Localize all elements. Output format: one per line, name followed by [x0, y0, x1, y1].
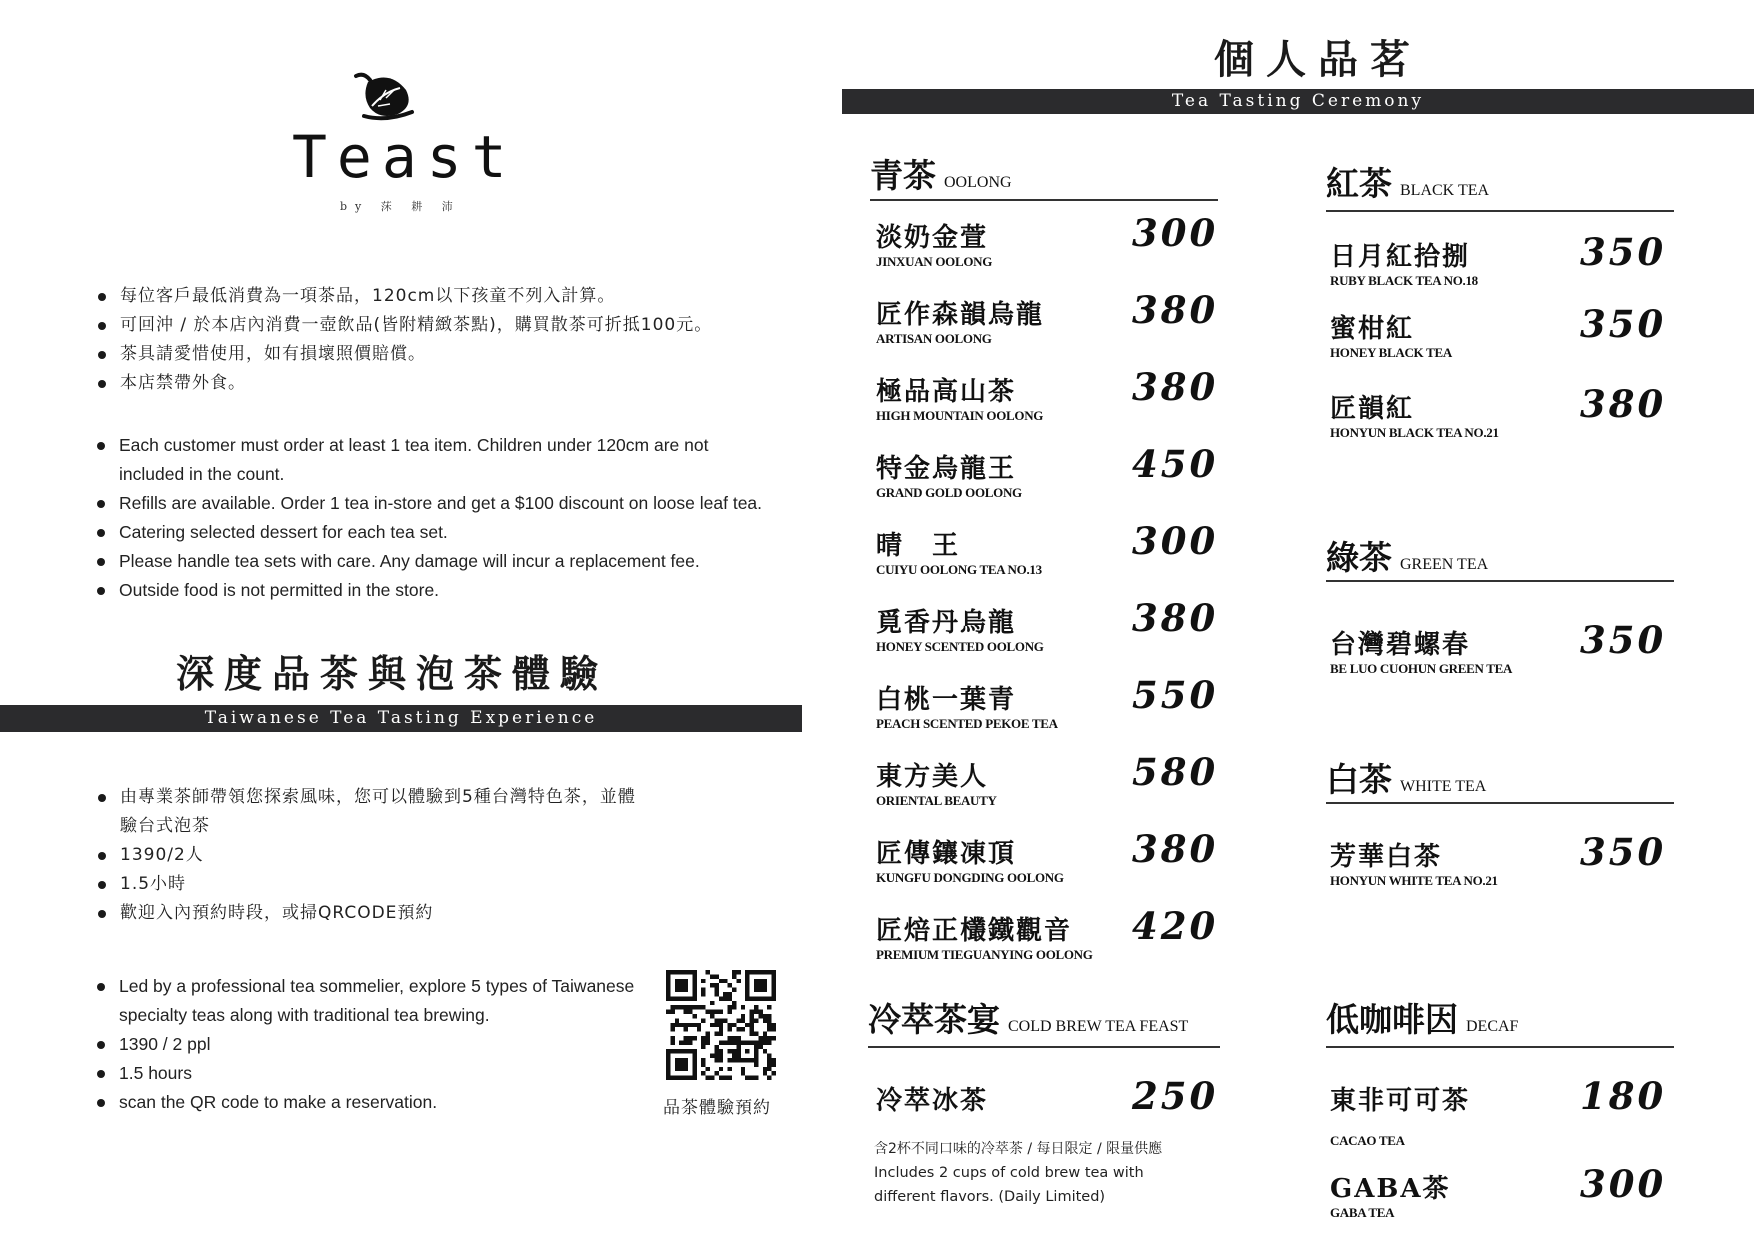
item-price: 380 [1132, 827, 1219, 871]
list-item: 1.5 hours [95, 1059, 655, 1088]
item-name: 東方美人 [876, 762, 989, 792]
item-name: 匠作森韻烏龍 [876, 300, 1045, 330]
list-item: Refills are available. Order 1 tea in-store and get a $100 discount on loose leaf tea. [95, 489, 815, 518]
brand-subtitle: by 莯 耕 沛 [340, 200, 461, 213]
category-zh: 低咖啡因 [1326, 1000, 1458, 1039]
experience-zh-list [96, 783, 656, 928]
item-subtitle: PREMIUM TIEGUANYING OOLONG [876, 947, 1093, 962]
item-name: 匠韻紅 [1330, 394, 1415, 424]
list-item: Please handle tea sets with care. Any damage will incur a replacement fee. [95, 547, 815, 576]
list-item: 1390/2人 [96, 841, 656, 870]
category-en: OOLONG [944, 174, 1012, 191]
menu-item [1330, 302, 1667, 361]
item-subtitle: KUNGFU DONGDING OOLONG [876, 870, 1064, 885]
item-name: 匠焙正欉鐵觀音 [876, 916, 1073, 946]
list-item: scan the QR code to make a reservation. [95, 1088, 655, 1117]
list-item: 歡迎入內預約時段，或掃QRCODE預約 [96, 899, 656, 928]
item-name: 覓香丹烏龍 [876, 608, 1017, 638]
brand-logo [270, 70, 517, 220]
item-name: 白桃一葉青 [876, 685, 1017, 715]
item-name: 芳華白茶 [1330, 842, 1443, 872]
list-item: Each customer must order at least 1 tea item. Children under 120cm are not included in the count. [95, 431, 759, 489]
item-name: 冷萃冰茶 [876, 1086, 989, 1116]
item-price: 180 [1580, 1074, 1667, 1118]
menu-item [876, 288, 1219, 347]
category-zh: 綠茶 [1326, 538, 1392, 577]
item-name: 台灣碧螺春 [1330, 630, 1471, 660]
list-item: 由專業茶師帶領您探索風味，您可以體驗到5種台灣特色茶，並體驗台式泡茶 [96, 783, 640, 841]
brand-name: Teast [292, 123, 517, 191]
menu-item [1330, 1162, 1667, 1221]
menu-item [876, 442, 1219, 501]
list-item: 每位客戶最低消費為一項茶品，120cm以下孩童不列入計算。 [96, 282, 796, 311]
menu-item [876, 365, 1219, 424]
item-name: 特金烏龍王 [876, 454, 1017, 484]
item-price: 300 [1580, 1162, 1667, 1206]
category-en: WHITE TEA [1400, 778, 1487, 795]
menu-item [876, 750, 1219, 809]
item-subtitle: HONYUN WHITE TEA NO.21 [1330, 873, 1498, 888]
menu-item [876, 673, 1219, 732]
item-price: 380 [1132, 288, 1219, 332]
item-subtitle: GRAND GOLD OOLONG [876, 485, 1022, 500]
menu-item [876, 904, 1219, 963]
item-name: 晴 王 [876, 531, 961, 561]
list-item: Led by a professional tea sommelier, explore 5 types of Taiwanese specialty teas along with traditional tea brewing. [95, 972, 639, 1030]
category-en: COLD BREW TEA FEAST [1008, 1018, 1189, 1035]
list-item: 1.5小時 [96, 870, 656, 899]
list-item: 可回沖 / 於本店內消費一壺飲品(皆附精緻茶點)，購買散茶可折抵100元。 [96, 311, 796, 340]
item-name: 極品高山茶 [876, 377, 1017, 407]
item-price: 250 [1132, 1074, 1219, 1118]
item-subtitle: HONYUN BLACK TEA NO.21 [1330, 425, 1499, 440]
cold-brew-note [874, 1137, 1234, 1209]
list-item: 本店禁帶外食。 [96, 369, 796, 398]
item-subtitle: ORIENTAL BEAUTY [876, 793, 997, 808]
category-zh: 紅茶 [1326, 164, 1392, 203]
item-subtitle: HONEY SCENTED OOLONG [876, 639, 1044, 654]
item-price: 450 [1132, 442, 1219, 486]
teapot-leaf-icon [350, 70, 420, 125]
item-name: 蜜柑紅 [1330, 314, 1415, 344]
item-name: 淡奶金萱 [876, 223, 989, 253]
item-subtitle: HIGH MOUNTAIN OOLONG [876, 408, 1044, 423]
menu-item [1330, 830, 1667, 889]
item-price: 300 [1132, 211, 1219, 255]
menu-item [876, 827, 1219, 886]
menu-item [876, 1074, 1219, 1118]
item-price: 350 [1580, 830, 1667, 874]
category-oolong [870, 150, 1218, 201]
list-item: 茶具請愛惜使用，如有損壞照價賠償。 [96, 340, 796, 369]
list-item: Outside food is not permitted in the store. [95, 576, 815, 605]
item-subtitle: CUIYU OOLONG TEA NO.13 [876, 562, 1042, 577]
category-black-tea [1326, 158, 1674, 212]
category-zh: 冷萃茶宴 [868, 1000, 1000, 1039]
item-price: 380 [1132, 365, 1219, 409]
experience-band: Taiwanese Tea Tasting Experience [0, 705, 802, 732]
item-name: 日月紅拾捌 [1330, 242, 1471, 272]
item-subtitle: HONEY BLACK TEA [1330, 345, 1452, 360]
category-cold-brew [868, 994, 1220, 1048]
menu-band: Tea Tasting Ceremony [842, 89, 1754, 114]
item-price: 350 [1580, 618, 1667, 662]
item-price: 380 [1580, 382, 1667, 426]
qr-caption: 品茶體驗預約 [663, 1098, 771, 1118]
item-subtitle: ARTISAN OOLONG [876, 331, 992, 346]
category-en: DECAF [1466, 1018, 1519, 1035]
item-name: GABA茶 [1330, 1174, 1451, 1204]
category-white-tea [1326, 754, 1674, 804]
menu-item [1330, 230, 1667, 289]
item-price: 350 [1580, 302, 1667, 346]
category-zh: 青茶 [870, 156, 936, 195]
item-subtitle: PEACH SCENTED PEKOE TEA [876, 716, 1058, 731]
category-en: GREEN TEA [1400, 556, 1489, 573]
menu-item [1330, 382, 1667, 441]
item-name: 東非可可茶 [1330, 1086, 1471, 1116]
category-green-tea [1326, 532, 1674, 582]
item-price: 580 [1132, 750, 1219, 794]
category-zh: 白茶 [1326, 760, 1392, 799]
item-subtitle: JINXUAN OOLONG [876, 254, 993, 269]
item-subtitle: CACAO TEA [1330, 1133, 1405, 1148]
item-price: 420 [1132, 904, 1219, 948]
menu-item [1330, 618, 1667, 677]
item-subtitle: GABA TEA [1330, 1205, 1395, 1220]
qr-code-icon [666, 970, 776, 1080]
menu-item [876, 211, 1219, 270]
item-name: 匠傳鑲凍頂 [876, 839, 1017, 869]
category-en: BLACK TEA [1400, 182, 1490, 199]
category-decaf [1326, 994, 1674, 1048]
cold-brew-note-zh: 含2杯不同口味的冷萃茶 / 每日限定 / 限量供應 [874, 1141, 1163, 1157]
item-subtitle: RUBY BLACK TEA NO.18 [1330, 273, 1478, 288]
menu-title: 個人品茗 [1214, 36, 1422, 83]
list-item: Catering selected dessert for each tea set. [95, 518, 815, 547]
item-subtitle: BE LUO CUOHUN GREEN TEA [1330, 661, 1513, 676]
reservation-qr-code[interactable] [666, 970, 776, 1080]
item-price: 350 [1580, 230, 1667, 274]
item-price: 300 [1132, 519, 1219, 563]
item-price: 550 [1132, 673, 1219, 717]
experience-en-list [95, 972, 655, 1117]
list-item: 1390 / 2 ppl [95, 1030, 655, 1059]
rules-en-list [95, 431, 815, 605]
rules-zh-list [96, 282, 796, 398]
menu-item [1330, 1074, 1667, 1149]
experience-title: 深度品茶與泡茶體驗 [176, 651, 609, 696]
item-price: 380 [1132, 596, 1219, 640]
cold-brew-note-en: Includes 2 cups of cold brew tea with different flavors. (Daily Limited) [874, 1165, 1144, 1205]
menu-item [876, 596, 1219, 655]
menu-item [876, 519, 1219, 578]
